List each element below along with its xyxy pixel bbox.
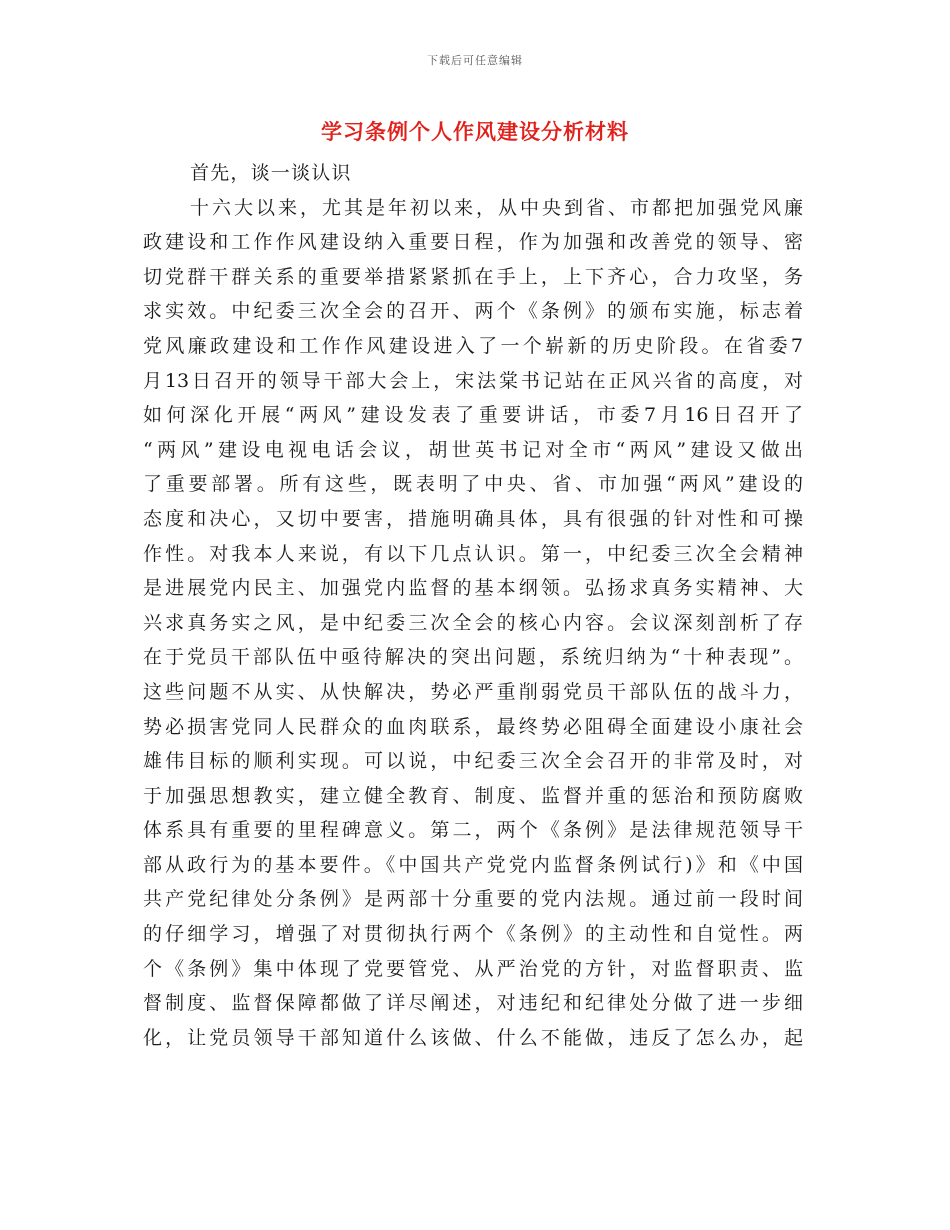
body-line: 督制度、监督保障都做了详尽阐述，对违纪和纪律处分做了进一步细	[143, 992, 803, 1015]
page-header-note: 下载后可任意编辑	[427, 54, 523, 67]
body-line: 这些问题不从实、从快解决，势必严重削弱党员干部队伍的战斗力，	[143, 680, 803, 703]
body-line: 势必损害党同人民群众的血肉联系，最终势必阻碍全面建设小康社会	[143, 715, 803, 738]
body-line: 作性。对我本人来说，有以下几点认识。第一，中纪委三次全会精神	[143, 542, 803, 565]
body-line: 个《条例》集中体现了党要管党、从严治党的方针，对监督职责、监	[143, 957, 803, 980]
body-line: 十六大以来，尤其是年初以来，从中央到省、市都把加强党风廉	[190, 196, 803, 219]
body-line: 月13日召开的领导干部大会上，宋法棠书记站在正风兴省的高度，对	[143, 369, 803, 392]
body-line: 求实效。中纪委三次全会的召开、两个《条例》的颁布实施，标志着	[143, 300, 803, 323]
body-line: 化，让党员领导干部知道什么该做、什么不能做，违反了怎么办，起	[143, 1026, 803, 1049]
section-heading: 首先，谈一谈认识	[190, 162, 352, 184]
body-line: 态度和决心，又切中要害，措施明确具体，具有很强的针对性和可操	[143, 507, 803, 530]
body-line: 兴求真务实之风，是中纪委三次全会的核心内容。会议深刻剖析了存	[143, 611, 803, 634]
body-line: 切党群干群关系的重要举措紧紧抓在手上，上下齐心，合力攻坚，务	[143, 265, 803, 288]
body-line: 体系具有重要的里程碑意义。第二，两个《条例》是法律规范领导干	[143, 819, 803, 842]
body-line: 雄伟目标的顺利实现。可以说，中纪委三次全会召开的非常及时，对	[143, 750, 803, 773]
body-line: 的仔细学习，增强了对贯彻执行两个《条例》的主动性和自觉性。两	[143, 923, 803, 946]
body-line: 党风廉政建设和工作作风建设进入了一个崭新的历史阶段。在省委7	[143, 334, 803, 357]
body-line: “两风”建设电视电话会议，胡世英书记对全市“两风”建设又做出	[143, 438, 803, 461]
body-line: 了重要部署。所有这些，既表明了中央、省、市加强“两风”建设的	[143, 473, 803, 496]
body-line: 于加强思想教实，建立健全教育、制度、监督并重的惩治和预防腐败	[143, 784, 803, 807]
body-line: 共产党纪律处分条例》是两部十分重要的党内法规。通过前一段时间	[143, 888, 803, 911]
body-line: 如何深化开展“两风”建设发表了重要讲话，市委7月16日召开了	[143, 404, 803, 427]
body-line: 部从政行为的基本要件。《中国共产党党内监督条例试行)》和《中国	[143, 853, 803, 876]
document-body	[143, 156, 803, 1055]
document-title: 学习条例个人作风建设分析材料	[321, 120, 629, 144]
body-line: 政建设和工作作风建设纳入重要日程，作为加强和改善党的领导、密	[143, 231, 803, 254]
body-line: 是进展党内民主、加强党内监督的基本纲领。弘扬求真务实精神、大	[143, 577, 803, 600]
body-line: 在于党员干部队伍中亟待解决的突出问题，系统归纳为“十种表现”。	[143, 646, 803, 669]
